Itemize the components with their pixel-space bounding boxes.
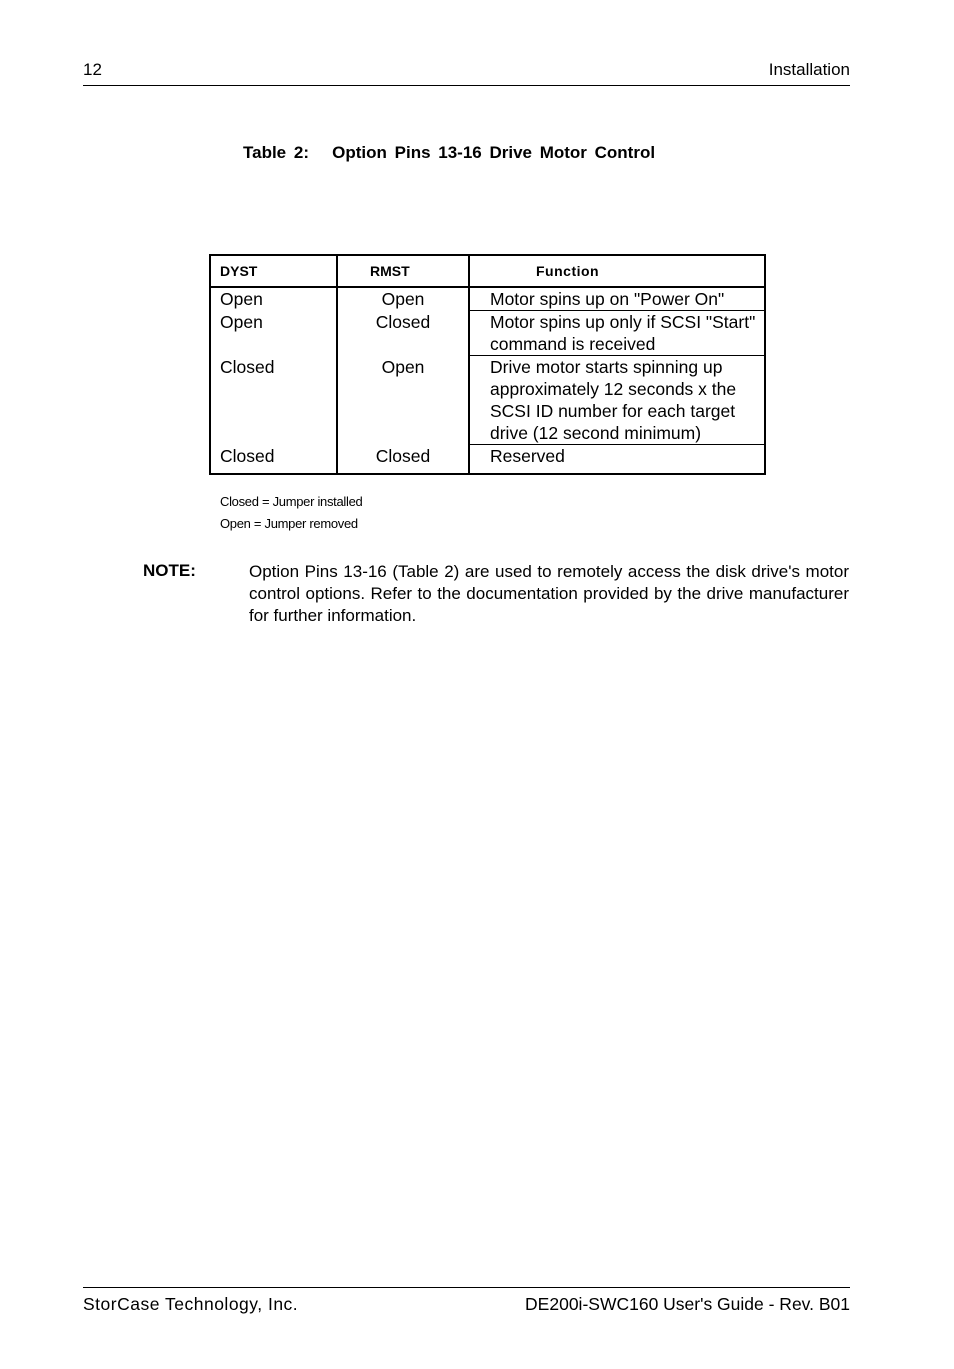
- rmst-cell: Closed: [337, 445, 469, 474]
- dyst-cell: Open: [211, 287, 337, 311]
- rmst-cell: Open: [337, 356, 469, 445]
- table-row: [211, 287, 764, 311]
- footer-guide-title: DE200i-SWC160 User's Guide - Rev. B01: [525, 1294, 850, 1314]
- section-title: Installation: [768, 60, 850, 79]
- function-cell: Reserved: [490, 446, 565, 466]
- note-text: Option Pins 13-16 (Table 2) are used to remotely access the disk drive's motor control options. Refer to the documentation provided by the drive manufacturer for further information.: [249, 562, 849, 625]
- table-legend: [220, 491, 362, 535]
- column-header-rmst: RMST: [337, 256, 469, 287]
- page-number: 12: [83, 60, 102, 79]
- page-footer: [83, 1287, 850, 1314]
- footer-company: StorCase Technology, Inc.: [83, 1294, 299, 1314]
- note-label: NOTE:: [143, 561, 196, 580]
- table-row: [211, 445, 764, 474]
- dyst-cell: Closed: [211, 356, 337, 445]
- rmst-cell: Open: [337, 287, 469, 311]
- dyst-cell: Closed: [211, 445, 337, 474]
- rmst-cell: Closed: [337, 311, 469, 356]
- table-row: [211, 356, 764, 445]
- table-title: Table 2: Option Pins 13-16 Drive Motor Control: [243, 143, 656, 162]
- table-row: [211, 311, 764, 356]
- legend-closed: Closed = Jumper installed: [220, 494, 363, 509]
- dyst-cell: Open: [211, 311, 337, 356]
- table-header-row: [211, 256, 764, 287]
- column-header-dyst: DYST: [211, 256, 337, 287]
- column-header-function: Function: [469, 256, 764, 287]
- function-cell: Drive motor starts spinning up approximately 12 seconds x the SCSI ID number for each target drive (12 second minimum): [469, 356, 764, 445]
- function-cell: Motor spins up on "Power On": [469, 287, 764, 311]
- function-cell: Motor spins up only if SCSI "Start" command is received: [469, 311, 764, 356]
- option-pins-table: [209, 254, 766, 475]
- legend-open: Open = Jumper removed: [220, 516, 358, 531]
- page-header: [83, 58, 850, 86]
